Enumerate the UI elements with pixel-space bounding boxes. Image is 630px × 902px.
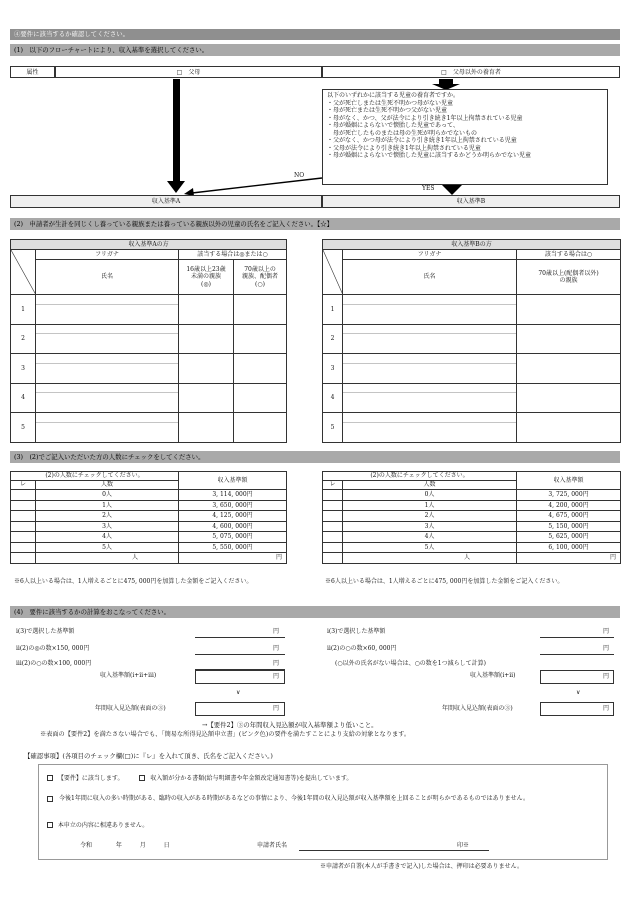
mark-cell[interactable] (234, 295, 287, 325)
check-cell[interactable] (323, 511, 343, 522)
date-fields (80, 842, 170, 850)
day-label: 日 (163, 842, 170, 849)
condition-question: 以下のいずれかに該当する児童の養育者ですか。 (327, 92, 460, 99)
check-col-header: レ (323, 481, 343, 490)
year-label: 年 (115, 842, 122, 849)
check-cell[interactable] (11, 532, 36, 543)
result-b: 収入基準B (322, 195, 620, 208)
people-col-header: 人数 (343, 481, 517, 490)
footnote: ※申請者が自署(本人が手書きで記入)した場合は、押印は必要ありません。 (320, 863, 524, 870)
month-label: 月 (139, 842, 146, 849)
calc-b-input[interactable] (540, 637, 614, 638)
mark-cell[interactable] (179, 324, 234, 354)
annual-label: 年間収入見込額(表面の③) (442, 705, 513, 712)
people-cell: 1人 (36, 500, 179, 511)
calc-a-input[interactable] (195, 637, 285, 638)
people-cell: 2人 (343, 511, 517, 522)
calc-b-note: (○以外の氏名がない場合は、○の数を1つ減らして計算) (335, 660, 486, 667)
dependents-table-a (10, 239, 287, 443)
amount-cell: 5, 625, 000円 (517, 532, 621, 543)
name-input-cell[interactable] (343, 383, 517, 413)
yen-label: 円 (603, 645, 610, 652)
mark-cell[interactable] (179, 295, 234, 325)
people-cell: 4人 (343, 532, 517, 543)
section-1-label: (1) 以下のフローチャートにより、収入基準を選択してください。 (10, 44, 620, 56)
row-number: 3 (323, 354, 343, 384)
option-father-mother[interactable]: □ 父母 (55, 66, 322, 78)
furigana-header: フリガナ (343, 250, 517, 260)
amount-cell: 4, 675, 000円 (517, 511, 621, 522)
mark-cell[interactable] (179, 413, 234, 443)
confirm-item-3 (47, 822, 148, 830)
mark-cell[interactable] (517, 354, 621, 384)
people-cell: 0人 (36, 490, 179, 501)
condition-item: ・母が死亡または生死不明かつ父がない児童 (327, 107, 448, 114)
check-cell[interactable] (323, 553, 343, 564)
confirm-title: 【確認事項】(各項目のチェック欄(□)に『レ』を入れて頂き、氏名をご記入ください。) (24, 752, 273, 760)
confirm-item-1b-text: 収入額が分かる書類(給与明細書や年金額改定通知書等)を提出しています。 (150, 775, 353, 782)
applicant-name-input[interactable] (299, 850, 489, 851)
condition-item: ・母がなく、かつ、父が法令により引き続き1年以上拘禁されている児童 (327, 114, 523, 122)
amount-cell: 3, 725, 000円 (517, 490, 621, 501)
attribute-label: 属性 (10, 66, 55, 78)
no-arrow-icon (180, 176, 325, 196)
calc-b-line: ⅰ(3)で選択した基準額 (327, 628, 386, 635)
condition-item: ・母が婚姻によらないで懐胎した児童であって、 (327, 122, 459, 129)
amount-table-b (322, 471, 621, 564)
section-header: ④要件に該当するか確認してください。 (10, 29, 620, 40)
name-input-cell[interactable] (36, 295, 179, 325)
confirm-item-1 (47, 775, 352, 783)
flow-arrow-a (173, 79, 180, 181)
amount-cell: 3, 650, 000円 (179, 500, 287, 511)
condition-item: 母が死亡したものまたは母の生死が明らかでないもの (327, 129, 478, 137)
no-label: NO (294, 172, 305, 179)
checkbox[interactable] (47, 796, 53, 802)
row-number: 2 (323, 324, 343, 354)
calc-a-line: ⅲ(2)の○の数×100, 000円 (16, 660, 92, 667)
confirm-item-2 (47, 795, 603, 803)
row-number: 4 (11, 383, 36, 413)
condition-item: ・父が死亡しまたは生死不明かつ母がない児童 (327, 99, 454, 107)
people-cell: 4人 (36, 532, 179, 543)
confirm-item-1a-text: 【要件】に該当します。 (57, 775, 124, 782)
row-number: 3 (11, 354, 36, 384)
attribute-row (10, 66, 620, 78)
name-input-cell[interactable] (343, 295, 517, 325)
row-number: 1 (11, 295, 36, 325)
diagonal-cell (323, 250, 343, 295)
name-input-cell[interactable] (36, 383, 179, 413)
people-cell: 2人 (36, 511, 179, 522)
check-cell[interactable] (323, 521, 343, 532)
confirm-box (38, 764, 608, 860)
calc-b-total-label: 収入基準額(ⅰ+ⅱ) (470, 672, 516, 679)
calc-a-line: ⅰ(3)で選択した基準額 (16, 628, 75, 635)
amount-cell: 4, 125, 000円 (179, 511, 287, 522)
yen-label: 円 (273, 645, 280, 652)
amount-cell: 4, 600, 000円 (179, 521, 287, 532)
applicant-name-label: 申請者氏名 (257, 842, 288, 849)
section-3-label: (3) (2)でご記入いただいた方の人数にチェックをしてください。 (10, 451, 620, 463)
amount-cell: 円 (179, 553, 287, 564)
gt-symbol: ∨ (576, 689, 581, 696)
annual-label: 年間収入見込額(表面の③) (95, 705, 166, 712)
people-cell: 人 (36, 553, 179, 564)
table-a-title: 収入基準Aの方 (11, 240, 287, 250)
applies-header: 該当する場合は○ (517, 250, 621, 260)
people-cell: 人 (343, 553, 517, 564)
calc-b-line: ⅱ(2)の○の数×60, 000円 (327, 645, 397, 652)
name-header: 氏名 (36, 260, 179, 295)
checkbox[interactable] (47, 822, 53, 828)
yen-label: 円 (273, 673, 280, 680)
mark-cell[interactable] (517, 324, 621, 354)
seal-label: 印※ (457, 842, 470, 849)
col-16-23: 16歳以上23歳 未満の親族 (◎) (179, 260, 234, 295)
calc-a-total-label: 収入基準額(ⅰ+ⅱ+ⅲ) (100, 672, 157, 679)
mark-cell[interactable] (517, 413, 621, 443)
check-cell[interactable] (11, 500, 36, 511)
table-b-title: 収入基準Bの方 (323, 240, 621, 250)
amount-cell: 5, 075, 000円 (179, 532, 287, 543)
people-col-header: 人数 (36, 481, 179, 490)
people-cell: 1人 (343, 500, 517, 511)
gt-symbol: ∨ (236, 689, 241, 696)
col-70-other: 70歳以上(配偶者以外) の親族 (517, 260, 621, 295)
checkbox[interactable] (139, 775, 145, 781)
amount-header: 収入基準額 (517, 472, 621, 490)
name-input-cell[interactable] (36, 324, 179, 354)
mark-cell[interactable] (234, 354, 287, 384)
yen-label: 円 (273, 628, 280, 635)
checkbox[interactable] (47, 775, 53, 781)
diagonal-cell (11, 250, 36, 295)
check-header: (2)の人数にチェックしてください。 (323, 472, 517, 481)
calc-a-total-box[interactable] (195, 670, 285, 684)
name-header: 氏名 (343, 260, 517, 295)
name-input-cell[interactable] (36, 354, 179, 384)
note-b: ※6人以上いる場合は、1人増えるごとに475, 000円を加算した金額をご記入ください。 (325, 578, 564, 585)
check-cell[interactable] (11, 490, 36, 501)
check-cell[interactable] (323, 490, 343, 501)
check-cell[interactable] (11, 511, 36, 522)
amount-cell: 4, 200, 000円 (517, 500, 621, 511)
requirement-2-note: ※表面の【要件2】を満たさない場合でも、「簡易な所得見込額申立書」(ピンク色)の要件を満たすことにより支給の対象となります。 (40, 731, 411, 738)
condition-item: ・父がなく、かつ母が法令により引き続き1年以上拘禁されている児童 (327, 137, 517, 144)
yen-label: 円 (603, 628, 610, 635)
people-cell: 5人 (343, 542, 517, 553)
mark-cell[interactable] (179, 354, 234, 384)
row-number: 5 (323, 413, 343, 443)
check-header: (2)の人数にチェックしてください。 (11, 472, 179, 481)
calc-b-input[interactable] (540, 654, 614, 655)
amount-cell: 5, 150, 000円 (517, 521, 621, 532)
name-input-cell[interactable] (343, 324, 517, 354)
amount-cell: 3, 114, 000円 (179, 490, 287, 501)
row-number: 1 (323, 295, 343, 325)
amount-cell: 5, 550, 000円 (179, 542, 287, 553)
calc-a-input[interactable] (195, 654, 285, 655)
section-4-label: (4) 要件に該当するかの計算をおこなってください。 (10, 606, 620, 618)
row-number: 2 (11, 324, 36, 354)
condition-item: ・父母が法令により引き続き1年以上拘禁されている児童 (327, 144, 481, 152)
people-cell: 5人 (36, 542, 179, 553)
yen-label: 円 (603, 705, 610, 712)
annual-a-box[interactable] (195, 702, 285, 716)
condition-box (322, 89, 608, 185)
name-input-cell[interactable] (343, 354, 517, 384)
amount-cell: 6, 100, 000円 (517, 542, 621, 553)
requirement-2: →【要件2】③の年間収入見込額が収入基準額より低いこと。 (202, 721, 378, 729)
check-cell[interactable] (323, 542, 343, 553)
dependents-table-b (322, 239, 621, 443)
check-cell[interactable] (11, 553, 36, 564)
furigana-header: フリガナ (36, 250, 179, 260)
mark-cell[interactable] (517, 295, 621, 325)
amount-header: 収入基準額 (179, 472, 287, 490)
mark-cell[interactable] (234, 383, 287, 413)
check-cell[interactable] (11, 521, 36, 532)
section-2-label: (2) 申請者が生計を同じくし養っている親族または養っている親族以外の児童の氏名をご記入ください。【☆】 (10, 218, 620, 230)
note-a: ※6人以上いる場合は、1人増えるごとに475, 000円を加算した金額をご記入ください。 (14, 578, 253, 585)
people-cell: 3人 (36, 521, 179, 532)
option-other-guardian[interactable]: □ 父母以外の養育者 (322, 66, 620, 78)
era-label: 令和 (80, 842, 93, 849)
row-number: 4 (323, 383, 343, 413)
mark-cell[interactable] (517, 383, 621, 413)
people-cell: 0人 (343, 490, 517, 501)
yen-label: 円 (273, 660, 280, 667)
mark-cell[interactable] (179, 383, 234, 413)
yen-label: 円 (273, 705, 280, 712)
amount-cell: 円 (517, 553, 621, 564)
mark-cell[interactable] (234, 324, 287, 354)
confirm-item-3-text: 本申立の内容に相違ありません。 (57, 822, 149, 829)
condition-item: ・母が婚姻によらないで懐胎した児童に該当するかどうか明らかでない児童 (327, 152, 532, 159)
name-input-cell[interactable] (36, 413, 179, 443)
calc-a-line: ⅱ(2)の◎の数×150, 000円 (16, 645, 90, 652)
amount-table-a (10, 471, 287, 564)
yes-arrow-icon (442, 185, 462, 195)
check-col-header: レ (11, 481, 36, 490)
result-a: 収入基準A (10, 195, 322, 208)
people-cell: 3人 (343, 521, 517, 532)
confirm-item-2-text: 今後1年間に収入の多い時期がある、臨時の収入がある時期があるなどの事情により、今後1年間の収入見込額が収入基準額を上回ることが明らかであるものではありません。 (59, 795, 529, 802)
row-number: 5 (11, 413, 36, 443)
mark-cell[interactable] (234, 413, 287, 443)
check-cell[interactable] (323, 532, 343, 543)
col-70-spouse: 70歳以上の 親族、配偶者 (○) (234, 260, 287, 295)
name-input-cell[interactable] (343, 413, 517, 443)
check-cell[interactable] (323, 500, 343, 511)
yes-label: YES (422, 185, 435, 192)
applies-header: 該当する場合は◎または○ (179, 250, 287, 260)
check-cell[interactable] (11, 542, 36, 553)
yen-label: 円 (603, 673, 610, 680)
